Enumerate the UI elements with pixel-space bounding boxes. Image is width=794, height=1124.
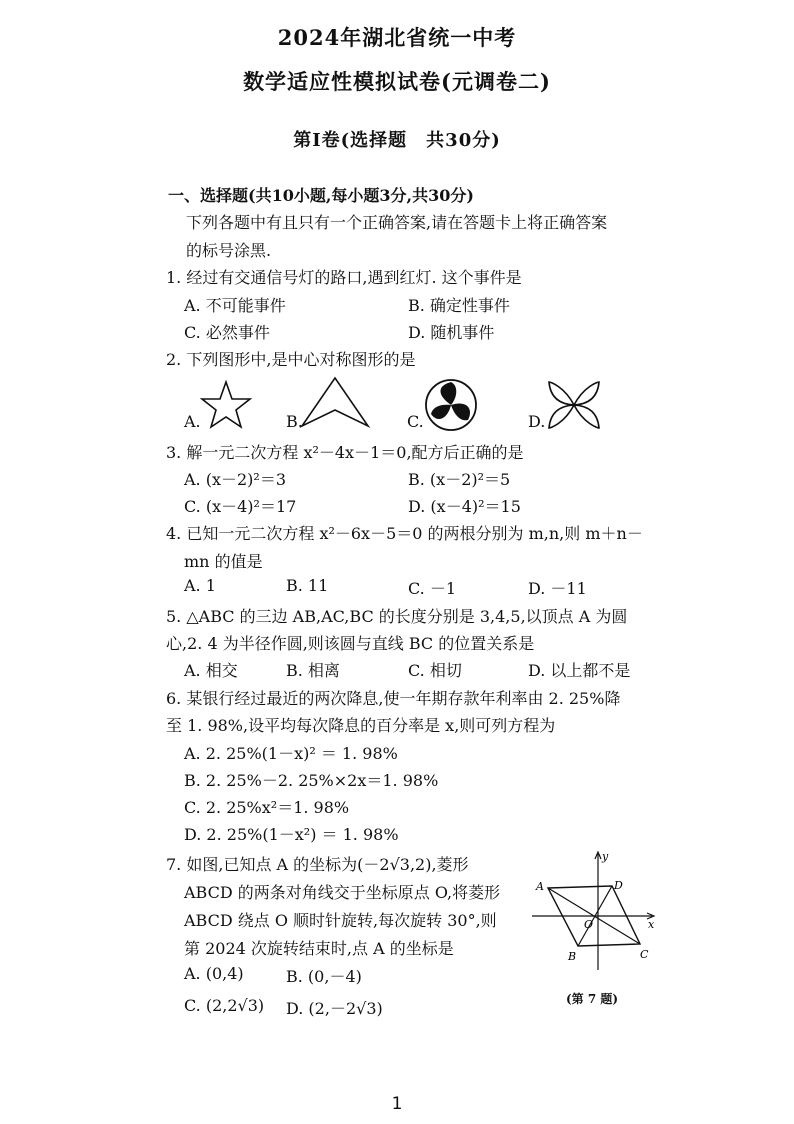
q7-stem-line3: ABCD 绕点 O 顺时针旋转,每次旋转 30°,则	[184, 911, 497, 930]
q6-stem-line1: 6. 某银行经过最近的两次降息,使一年期存款年利率由 2. 25%降	[166, 689, 621, 708]
label-d: D	[614, 879, 623, 892]
page-number: 1	[391, 1094, 403, 1114]
q5-option-b: B. 相离	[286, 661, 340, 680]
q2-option-b: B.	[286, 412, 303, 431]
q7-stem-line1: 7. 如图,已知点 A 的坐标为(－2√3,2),菱形	[166, 855, 469, 874]
q4-option-d: D. －11	[528, 579, 587, 598]
q4-option-a: A. 1	[184, 576, 216, 595]
q7-option-b: B. (0,－4)	[286, 967, 362, 986]
q2-option-d: D.	[528, 412, 546, 431]
q7-option-a: A. (0,4)	[184, 964, 244, 983]
q5-option-d: D. 以上都不是	[528, 661, 631, 680]
q5-option-a: A. 相交	[184, 661, 238, 680]
q3-stem: 3. 解一元二次方程 x²－4x－1＝0,配方后正确的是	[166, 443, 524, 462]
q3-option-c: C. (x－4)²＝17	[184, 497, 297, 516]
star-shape-icon	[200, 380, 252, 430]
q1-option-a: A. 不可能事件	[184, 296, 286, 315]
figure-caption: (第 7 题)	[566, 992, 619, 1006]
q2-option-c: C.	[407, 412, 424, 431]
q6-option-d: D. 2. 25%(1－x²) ＝ 1. 98%	[184, 825, 399, 844]
q6-option-c: C. 2. 25%x²＝1. 98%	[184, 798, 350, 817]
q1-option-b: B. 确定性事件	[408, 296, 510, 315]
q5-stem-line1: 5. △ABC 的三边 AB,AC,BC 的长度分别是 3,4,5,以顶点 A 为圆	[166, 607, 628, 626]
q3-option-b: B. (x－2)²＝5	[408, 470, 511, 489]
label-x: x	[648, 918, 655, 931]
q5-stem-line2: 心,2. 4 为半径作圆,则该圆与直线 BC 的位置关系是	[166, 634, 535, 653]
instruction-line2: 的标号涂黑.	[186, 241, 272, 260]
label-b: B	[568, 950, 577, 963]
q7-option-d: D. (2,－2√3)	[286, 999, 383, 1018]
q4-stem-line2: mn 的值是	[184, 552, 263, 571]
q1-option-d: D. 随机事件	[408, 323, 495, 342]
q3-option-d: D. (x－4)²＝15	[408, 497, 521, 516]
q7-stem-line4: 第 2024 次旋转结束时,点 A 的坐标是	[184, 939, 454, 958]
instruction-line1: 下列各题中有且只有一个正确答案,请在答题卡上将正确答案	[186, 213, 608, 232]
four-petal-flower-icon	[546, 378, 602, 432]
q2-option-a: A.	[184, 412, 201, 431]
q4-option-b: B. 11	[286, 576, 329, 595]
label-y: y	[602, 850, 609, 863]
q3-option-a: A. (x－2)²＝3	[184, 470, 287, 489]
arrowhead-shape-icon	[300, 376, 370, 428]
exam-title-line2: 数学适应性模拟试卷(元调卷二)	[243, 69, 551, 94]
q4-option-c: C. －1	[408, 579, 457, 598]
label-c: C	[640, 948, 649, 961]
q7-stem-line2: ABCD 的两条对角线交于坐标原点 O,将菱形	[184, 883, 501, 902]
label-o: O	[584, 918, 594, 931]
three-blade-circle-icon	[424, 378, 478, 432]
q6-option-b: B. 2. 25%－2. 25%×2x＝1. 98%	[184, 771, 439, 790]
q1-option-c: C. 必然事件	[184, 323, 270, 342]
q2-stem: 2. 下列图形中,是中心对称图形的是	[166, 350, 416, 369]
section-title: 第Ⅰ卷(选择题 共30分)	[293, 130, 501, 151]
q1-stem: 1. 经过有交通信号灯的路口,遇到红灯. 这个事件是	[166, 268, 522, 287]
q5-option-c: C. 相切	[408, 661, 462, 680]
rhombus-coordinate-figure	[530, 846, 660, 976]
q6-stem-line2: 至 1. 98%,设平均每次降息的百分率是 x,则可列方程为	[166, 716, 556, 735]
q7-option-c: C. (2,2√3)	[184, 996, 265, 1015]
label-a: A	[536, 880, 544, 893]
q4-stem-line1: 4. 已知一元二次方程 x²－6x－5＝0 的两根分别为 m,n,则 m＋n－	[166, 524, 643, 543]
exam-title-line1: 2024年湖北省统一中考	[277, 25, 517, 50]
part-heading: 一、选择题(共10小题,每小题3分,共30分)	[168, 186, 474, 205]
q6-option-a: A. 2. 25%(1－x)² ＝ 1. 98%	[184, 744, 398, 763]
